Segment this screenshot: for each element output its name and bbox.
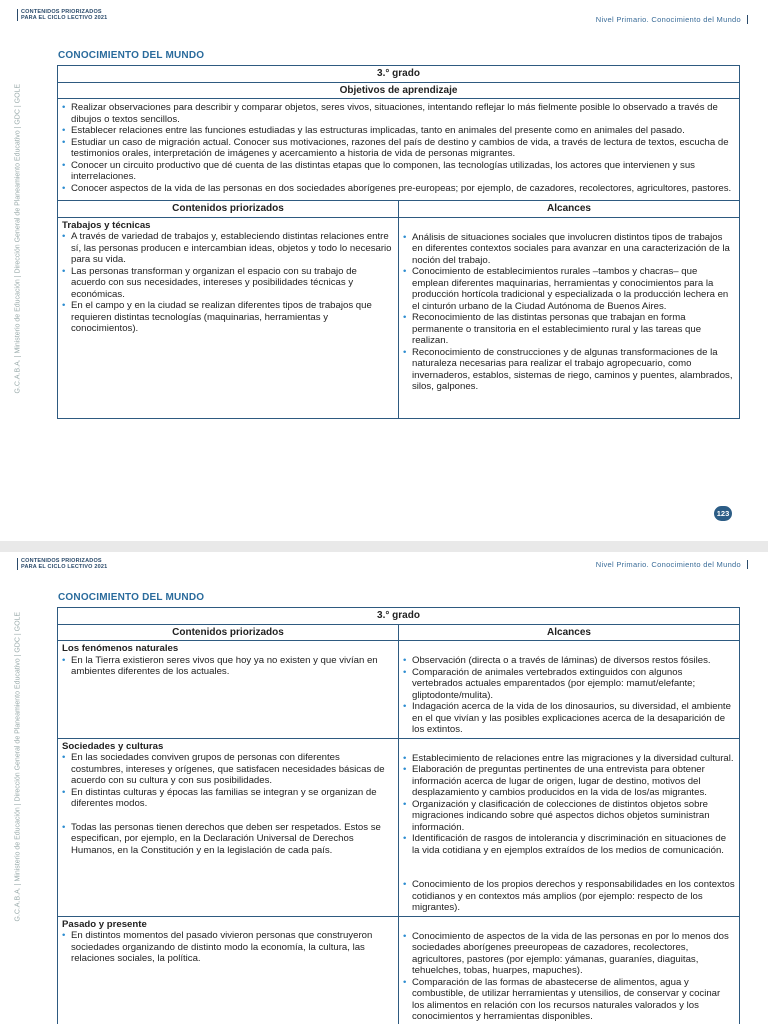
list-item: • Conocer un circuito productivo que dé cuenta de las distintas etapas que lo componen, las tecnologías utilizadas, los actores que intervienen y sus interrelaciones. [62, 160, 735, 183]
group-title: Trabajos y técnicas [62, 219, 151, 231]
group-title: Sociedades y culturas [62, 740, 164, 752]
list-item: • En distintos momentos del pasado vivieron personas que construyeron sociedades organizando de distinto modo la economía, la cultura, las relaciones sociales, la política. [62, 930, 394, 965]
list-item: • Reconocimiento de construcciones y de algunas transformaciones de la naturaleza necesarias para realizar el trabajo agropecuario, como invernaderos, establos, sistemas de riego, caminos y puentes, alambrados, silos, galpones. [403, 347, 735, 393]
list-item: • Análisis de situaciones sociales que involucren distintos tipos de trabajos en diferentes contextos sociales para avanzar en una caracterización de la noción del trabajo. [403, 232, 735, 267]
doc-header-right: Nivel Primario. Conocimiento del Mundo [596, 560, 748, 569]
curriculum-table [57, 607, 740, 1024]
list-item: • Establecimiento de relaciones entre las migraciones y la diversidad cultural. [403, 753, 735, 765]
header-line-1: CONTENIDOS PRIORIZADOS [21, 558, 102, 564]
list-item: • Indagación acerca de la vida de los dinosaurios, su diversidad, el ambiente en el que vivían y las posibles explicaciones acerca de la desaparición de los extintos. [403, 701, 735, 736]
list-item: • Estudiar un caso de migración actual. Conocer sus motivaciones, razones del país de destino y cambios de vida, a través de lectura de textos, escucha de testimonios orales, interpretación de imágenes y acercamiento a historia de vida de personas migrantes. [62, 137, 735, 160]
list-item: • Observación (directa o a través de láminas) de diversos restos fósiles. [403, 655, 735, 667]
side-credit: G.C.A.B.A. | Ministerio de Educación | Dirección General de Planeamiento Educativo | GDC | GOLE [14, 83, 22, 394]
objectives-cell [58, 99, 740, 201]
contenidos-list [62, 655, 394, 678]
sociedades-contenidos-cell [58, 738, 399, 916]
grade-header: 3.° grado [58, 66, 740, 83]
list-item: • Conocimiento de los propios derechos y responsabilidades en los contextos cotidianos y en contextos más amplios (por ejemplo: respecto de los migrantes). [403, 879, 735, 914]
side-credit: G.C.A.B.A. | Ministerio de Educación | Dirección General de Planeamiento Educativo | GDC | GOLE [14, 611, 22, 922]
list-item: • Comparación de las formas de abastecerse de alimentos, agua y combustible, de utilizar herramientas y utensilios, de conservar y cocinar los alimentos en relación con los recursos naturales valorados y los conocimientos y herramientas disponibles. [403, 977, 735, 1023]
doc-header-left [17, 558, 107, 570]
contenidos-list [62, 930, 394, 965]
pasado-contenidos-cell [58, 916, 399, 1024]
section-title: CONOCIMIENTO DEL MUNDO [58, 592, 205, 603]
alcances-list [403, 931, 735, 1023]
list-item: • Todas las personas tienen derechos que deben ser respetados. Estos se especifican, por ejemplo, en la Declaración Universal de Derechos Humanos, en la Constitución y en la legislación de cada país. [62, 822, 394, 857]
list-item: • Comparación de animales vertebrados extinguidos con algunos vertebrados actuales emparentados (por ejemplo: mamut/elefante; gliptodonte/mulita). [403, 667, 735, 702]
doc-header-right: Nivel Primario. Conocimiento del Mundo [596, 15, 748, 24]
group-title: Los fenómenos naturales [62, 643, 179, 654]
grade-header: 3.° grado [58, 608, 740, 625]
page-124 [0, 552, 768, 1024]
list-item: • En distintas culturas y épocas las familias se integran y se organizan de diferentes modos. [62, 787, 394, 810]
list-item: • Elaboración de preguntas pertinentes de una entrevista para obtener información acerca de lugar de origen, lugar de destino, motivos del desplazamiento y cambios producidos en la vida de los/as migrantes. [403, 764, 735, 799]
header-line-1: CONTENIDOS PRIORIZADOS [21, 9, 102, 15]
list-item: • Las personas transforman y organizan el espacio con su trabajo de acuerdo con sus necesidades, intereses y posibilidades técnicas y económicas. [62, 266, 394, 301]
list-item: • A través de variedad de trabajos y, estableciendo distintas relaciones entre sí, las personas producen e intercambian ideas, objetos y todo lo necesario para su vida. [62, 231, 394, 266]
list-item: • Conocer aspectos de la vida de las personas en dos sociedades aborígenes pre-europeas; por ejemplo, de cazadores, recolectores, agricultores, pastores. [62, 183, 735, 195]
list-item: • En la Tierra existieron seres vivos que hoy ya no existen y que vivían en ambientes diferentes de los actuales. [62, 655, 394, 678]
alcances-list [403, 879, 735, 914]
col-header-contenidos: Contenidos priorizados [58, 624, 399, 641]
section-title: CONOCIMIENTO DEL MUNDO [58, 50, 205, 61]
list-item: • En las sociedades conviven grupos de personas con diferentes costumbres, intereses y orígenes, que satisfacen necesidades básicas de acuerdo con su cultura y con sus posibilidades. [62, 752, 394, 787]
contenidos-list [62, 231, 394, 335]
trabajos-contenidos-cell [58, 217, 399, 418]
list-item: • Realizar observaciones para describir y comparar objetos, seres vivos, situaciones, intentando reflejar lo más fielmente posible lo observado a través de dibujos o textos sencillos. [62, 102, 735, 125]
list-item: • Conocimiento de establecimientos rurales –tambos y chacras– que emplean diferentes maquinarias, herramientas y conocimientos para la producción hortícola tradicional y especializada o la producción lechera en el cinturón urbano de la Ciudad Autónoma de Buenos Aires. [403, 266, 735, 312]
contenidos-list [62, 752, 394, 810]
contenidos-list [62, 822, 394, 857]
alcances-list [403, 753, 735, 857]
curriculum-table [57, 65, 740, 419]
page-number-badge: 123 [714, 506, 732, 521]
fenomenos-alcances-cell [399, 641, 740, 739]
list-item: • Identificación de rasgos de intolerancia y discriminación en situaciones de la vida cotidiana y en ejemplos extraídos de los medios de comunicación. [403, 833, 735, 856]
group-title: Pasado y presente [62, 918, 147, 930]
objectives-header: Objetivos de aprendizaje [58, 82, 740, 99]
col-header-alcances: Alcances [399, 624, 740, 641]
list-item: • Establecer relaciones entre las funciones estudiadas y las estructuras implicadas, tanto en animales del presente como en animales del pasado. [62, 125, 735, 137]
alcances-list [403, 232, 735, 393]
list-item: • En el campo y en la ciudad se realizan diferentes tipos de trabajos que requieren distintas tecnologías (maquinarias, herramientas y conocimientos). [62, 300, 394, 335]
header-line-2: PARA EL CICLO LECTIVO 2021 [21, 564, 108, 570]
fenomenos-contenidos-cell [58, 641, 399, 739]
trabajos-alcances-cell [399, 217, 740, 418]
doc-header-left [17, 9, 107, 21]
alcances-list [403, 655, 735, 736]
header-line-2: PARA EL CICLO LECTIVO 2021 [21, 15, 108, 21]
list-item: • Reconocimiento de las distintas personas que trabajan en forma permanente o transitoria en el establecimiento rural y las tareas que realizan. [403, 312, 735, 347]
col-header-contenidos: Contenidos priorizados [58, 201, 399, 218]
col-header-alcances: Alcances [399, 201, 740, 218]
objectives-list [62, 102, 735, 194]
list-item: • Conocimiento de aspectos de la vida de las personas en por lo menos dos sociedades aborígenes preeuropeas de cazadores, recolectores, agricultores, pastores (por ejemplo: yámanas, guaraníes, diaguitas, tehuelches, tobas, huarpes, mapuches). [403, 931, 735, 977]
sociedades-alcances-cell [399, 738, 740, 916]
pasado-alcances-cell [399, 916, 740, 1024]
list-item: • Organización y clasificación de colecciones de distintos objetos sobre migraciones indicando sobre qué aspectos dichos objetos suministran información. [403, 799, 735, 834]
